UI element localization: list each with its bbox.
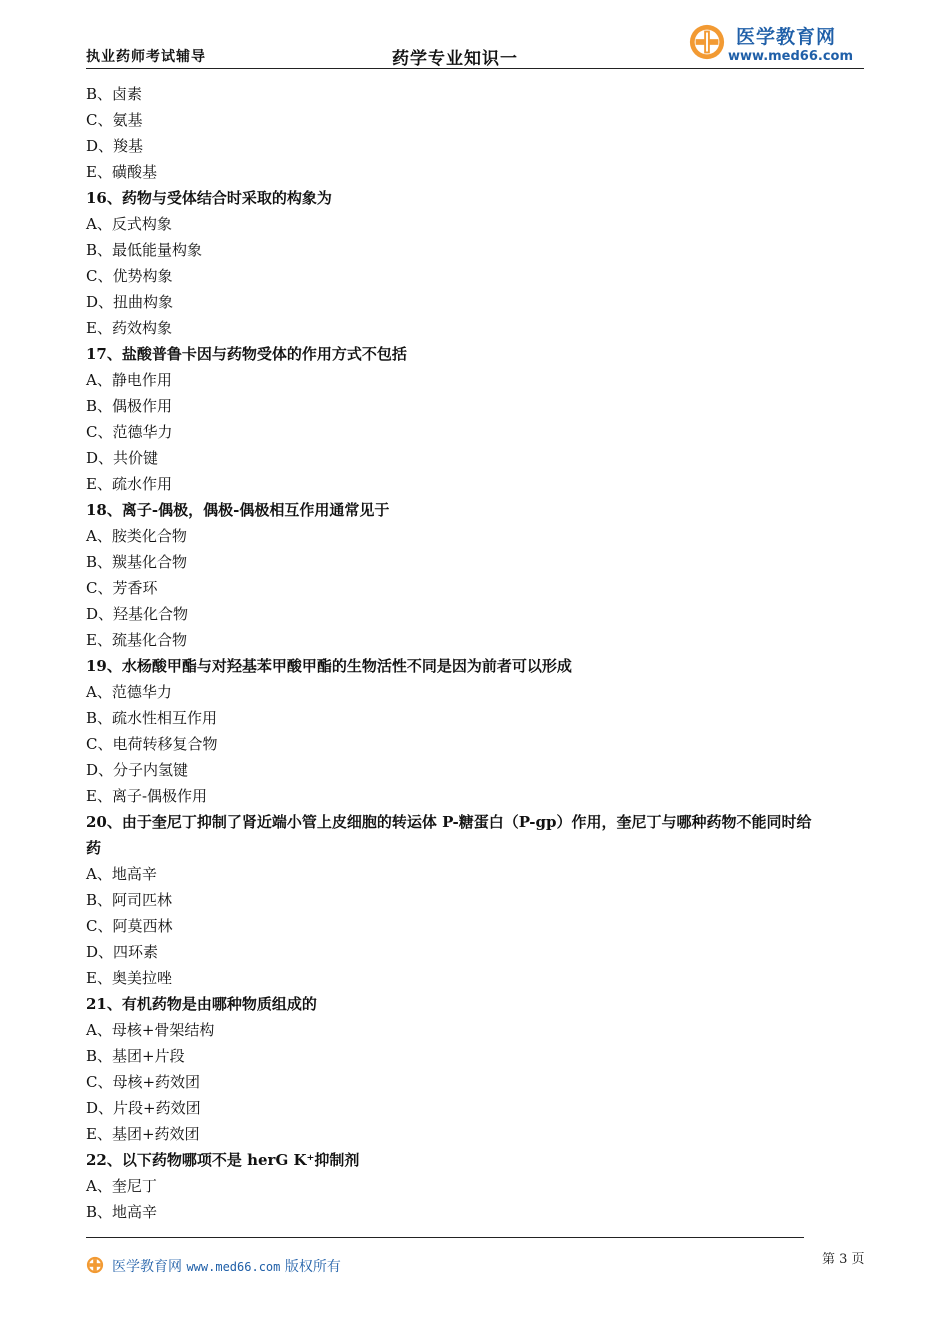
answer-option: B、偶极作用 bbox=[86, 397, 173, 415]
answer-option: C、优势构象 bbox=[86, 267, 173, 285]
question-stem: 21、有机药物是由哪种物质组成的 bbox=[86, 995, 317, 1013]
logo-url: www.med66.com bbox=[728, 49, 854, 64]
answer-option: D、羟基化合物 bbox=[86, 605, 189, 623]
med66-footer-icon bbox=[86, 1256, 104, 1274]
footer-text bbox=[112, 1256, 341, 1276]
answer-option: A、奎尼丁 bbox=[86, 1177, 157, 1195]
answer-option: E、奥美拉唑 bbox=[86, 969, 172, 987]
answer-option: D、羧基 bbox=[86, 137, 144, 155]
footer-url[interactable]: www.med66.com bbox=[186, 1260, 281, 1274]
answer-option: B、卤素 bbox=[86, 85, 143, 103]
answer-option: A、地高辛 bbox=[86, 865, 157, 883]
answer-option: C、范德华力 bbox=[86, 423, 173, 441]
question-stem: 16、药物与受体结合时采取的构象为 bbox=[86, 189, 332, 207]
answer-option: C、阿莫西林 bbox=[86, 917, 173, 935]
answer-option: B、基团+片段 bbox=[86, 1047, 185, 1065]
answer-option: D、共价键 bbox=[86, 449, 159, 467]
answer-option: B、疏水性相互作用 bbox=[86, 709, 218, 727]
answer-option: D、四环素 bbox=[86, 943, 159, 961]
page-header bbox=[86, 22, 864, 69]
answer-option: D、分子内氢键 bbox=[86, 761, 189, 779]
answer-option: E、疏水作用 bbox=[86, 475, 172, 493]
answer-option: E、磺酸基 bbox=[86, 163, 157, 181]
header-course-title: 执业药师考试辅导 bbox=[86, 49, 206, 65]
answer-option: A、母核+骨架结构 bbox=[86, 1021, 215, 1039]
answer-option: A、范德华力 bbox=[86, 683, 172, 701]
answer-option: B、最低能量构象 bbox=[86, 241, 203, 259]
answer-option: C、电荷转移复合物 bbox=[86, 735, 218, 753]
med66-logo-icon bbox=[688, 23, 726, 61]
header-subject-title: 药学专业知识一 bbox=[392, 49, 518, 69]
answer-option: A、反式构象 bbox=[86, 215, 172, 233]
answer-option: B、阿司匹林 bbox=[86, 891, 173, 909]
question-stem: 18、离子-偶极，偶极-偶极相互作用通常见于 bbox=[86, 501, 390, 519]
answer-option: A、胺类化合物 bbox=[86, 527, 187, 545]
med66-logo[interactable] bbox=[686, 22, 864, 66]
page-number: 第 3 页 bbox=[822, 1252, 865, 1267]
answer-option: D、片段+药效团 bbox=[86, 1099, 201, 1117]
question-stem: 药 bbox=[86, 839, 102, 857]
answer-option: B、羰基化合物 bbox=[86, 553, 188, 571]
question-stem: 20、由于奎尼丁抑制了肾近端小管上皮细胞的转运体 P-糖蛋白（P-gp）作用，奎尼丁与哪种药物不能同时给 bbox=[86, 813, 812, 831]
answer-option: C、芳香环 bbox=[86, 579, 158, 597]
question-list bbox=[86, 81, 866, 1225]
question-stem: 22、以下药物哪项不是 herG K⁺抑制剂 bbox=[86, 1151, 360, 1169]
answer-option: E、药效构象 bbox=[86, 319, 172, 337]
question-stem: 17、盐酸普鲁卡因与药物受体的作用方式不包括 bbox=[86, 345, 407, 363]
footer-site-name: 医学教育网 bbox=[112, 1259, 182, 1275]
footer-divider bbox=[86, 1237, 804, 1238]
footer-rights: 版权所有 bbox=[284, 1259, 341, 1275]
answer-option: D、扭曲构象 bbox=[86, 293, 174, 311]
logo-site-name: 医学教育网 bbox=[736, 26, 837, 48]
answer-option: E、巯基化合物 bbox=[86, 631, 187, 649]
answer-option: B、地高辛 bbox=[86, 1203, 158, 1221]
answer-option: E、基团+药效团 bbox=[86, 1125, 200, 1143]
answer-option: C、氨基 bbox=[86, 111, 143, 129]
answer-option: E、离子-偶极作用 bbox=[86, 787, 208, 805]
question-stem: 19、水杨酸甲酯与对羟基苯甲酸甲酯的生物活性不同是因为前者可以形成 bbox=[86, 657, 572, 675]
answer-option: A、静电作用 bbox=[86, 371, 172, 389]
answer-option: C、母核+药效团 bbox=[86, 1073, 201, 1091]
